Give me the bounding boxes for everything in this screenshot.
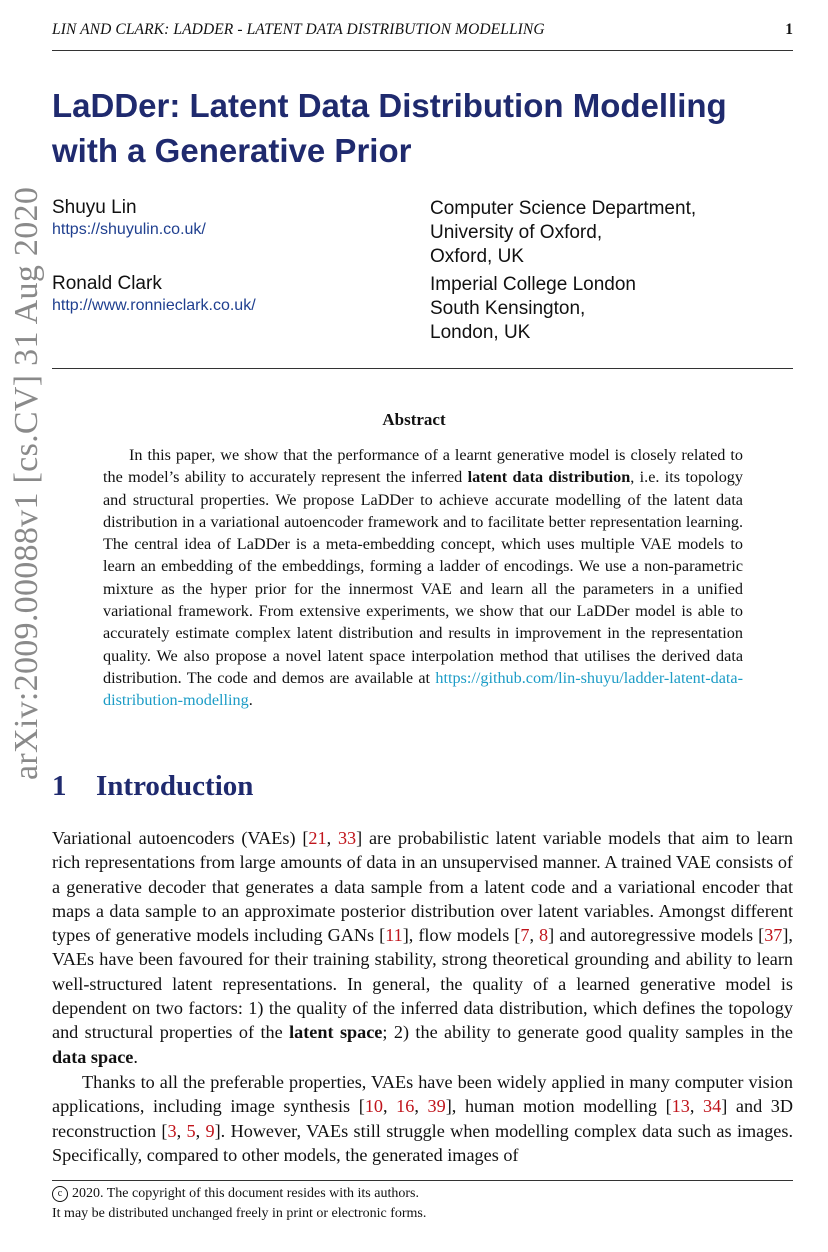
abstract-bold-term: latent data distribution (467, 468, 631, 487)
section-heading-introduction (52, 770, 253, 803)
abstract-heading: Abstract (382, 410, 446, 429)
footer-rule (52, 1180, 793, 1181)
code-repo-link[interactable]: https://github.com/lin-shuyu/ladder-latent-data-distribution-modelling (103, 668, 743, 710)
abstract-text: In this paper, we show that the performance of a learnt generative model is closely related to the model’s ability to accurately represent the inferred (103, 446, 743, 487)
body-text: ], human motion modelling [ (445, 1096, 672, 1117)
separator: , (326, 828, 338, 848)
body-text: ], VAEs have been favoured for their training stability, strong theoretical grounding and ability to learn well-structured latent representations. In general, the quality of a learned generative model is dependent on two factors: 1) the quality of the inferred data distribution, which defines the topology and structural properties of the (52, 925, 793, 1043)
citation-link[interactable]: 33 (337, 828, 357, 848)
citation-link[interactable]: 7 (520, 925, 530, 946)
running-header: LIN AND CLARK: LADDER - LATENT DATA DISTRIBUTION MODELLING (52, 21, 545, 38)
section-title: Introduction (96, 770, 254, 802)
paper-title (52, 83, 792, 173)
citation-link[interactable]: 39 (427, 1096, 446, 1117)
affiliation-block-2 (430, 273, 636, 345)
author-name: Ronald Clark (52, 273, 162, 294)
arxiv-stamp: arXiv:2009.00088v1 [cs.CV] 31 Aug 2020 (8, 186, 45, 780)
author-url-link[interactable]: http://www.ronnieclark.co.uk/ (52, 297, 256, 314)
body-text: ] and 3D reconstruction [ (52, 1096, 794, 1141)
page-number: 1 (785, 21, 793, 38)
citation-link[interactable]: 3 (167, 1120, 177, 1141)
footer-line-1 (52, 1184, 426, 1204)
citation-link[interactable]: 11 (385, 925, 403, 946)
section-number: 1 (52, 770, 67, 802)
separator: , (529, 925, 540, 946)
affiliation-line: Computer Science Department, (430, 198, 697, 219)
body-text: . (133, 1046, 138, 1067)
bold-term: data space (52, 1046, 134, 1067)
separator: , (383, 1096, 397, 1117)
abstract-text: , i.e. its topology and structural properties. We propose LaDDer to achieve accurate modelling of the latent data distribution in a variational autoencoder framework and to facilitate better representation learning. The central idea of LaDDer is a meta-embedding concept, which uses multiple VAE models to learn an embedding of the embeddings, forming a ladder of encodings. We use a non-parametric mixture as the hyper prior for the innermost VAE and learn all the parameters in a unified variational framework. From extensive experiments, we show that our LaDDer model is able to accurately estimate complex latent distribution and results in improvement in the representation quality. We also propose a novel latent space interpolation method that utilises the derived data distribution. The code and demos are available at (103, 468, 743, 687)
citation-link[interactable]: 34 (703, 1096, 722, 1117)
citation-link[interactable]: 9 (205, 1120, 215, 1141)
citation-link[interactable]: 16 (396, 1096, 415, 1117)
citation-link[interactable]: 21 (308, 828, 327, 848)
intro-paragraph-2 (52, 1070, 793, 1167)
bold-term: latent space (289, 1022, 383, 1043)
author-block-1 (52, 197, 206, 239)
body-text: ] are probabilistic latent variable models that aim to learn rich representations from large amounts of data in an unsupervised manner. A trained VAE consists of a generative decoder that generates a data sample from a latent code and a variational encoder that maps a data sample to an approximate posterior distribution over latent variables. Amongst different types of generative models including GANs [ (52, 828, 793, 946)
citation-link[interactable]: 8 (539, 925, 549, 946)
citation-link[interactable]: 13 (671, 1096, 690, 1117)
copyright-icon: c (52, 1186, 68, 1202)
separator: , (414, 1096, 428, 1117)
abstract-end: . (248, 691, 253, 710)
affiliation-line: South Kensington, (430, 298, 586, 319)
body-text: Variational autoencoders (VAEs) [ (52, 828, 309, 848)
citation-link[interactable]: 5 (186, 1120, 196, 1141)
citation-link[interactable]: 10 (364, 1096, 383, 1117)
title-line-2: with a Generative Prior (52, 132, 412, 169)
affiliation-line: Imperial College London (430, 274, 636, 295)
author-url-link[interactable]: https://shuyulin.co.uk/ (52, 221, 206, 238)
separator: , (195, 1120, 206, 1141)
body-text: Thanks to all the preferable properties, VAEs have been widely applied in many computer vision applications, including image synthesis [ (52, 1072, 793, 1117)
author-name: Shuyu Lin (52, 197, 137, 218)
body-text: ; 2) the ability to generate good quality samples in the (382, 1022, 793, 1043)
footer-line-2: It may be distributed unchanged freely in print or electronic forms. (52, 1206, 427, 1221)
title-line-1: LaDDer: Latent Data Distribution Modelling (52, 87, 727, 124)
header-rule (52, 50, 793, 51)
body-text: ], flow models [ (402, 925, 521, 946)
affiliation-line: University of Oxford, (430, 222, 603, 243)
body-text: ] and autoregressive models [ (548, 925, 765, 946)
separator: , (176, 1120, 187, 1141)
affiliation-line: London, UK (430, 322, 531, 343)
footer-text: 2020. The copyright of this document resides with its authors. (72, 1186, 419, 1201)
abstract-body (103, 444, 743, 712)
copyright-footer (52, 1184, 426, 1224)
intro-paragraph-1 (52, 826, 793, 1069)
author-rule (52, 368, 793, 369)
affiliation-line: Oxford, UK (430, 246, 524, 267)
author-block-2 (52, 273, 256, 315)
separator: , (689, 1096, 704, 1117)
body-text: ]. However, VAEs still struggle when modelling complex data such as images. Specifically, compared to other models, the generated images of (52, 1120, 794, 1165)
citation-link[interactable]: 37 (764, 925, 783, 946)
affiliation-block-1 (430, 197, 696, 269)
